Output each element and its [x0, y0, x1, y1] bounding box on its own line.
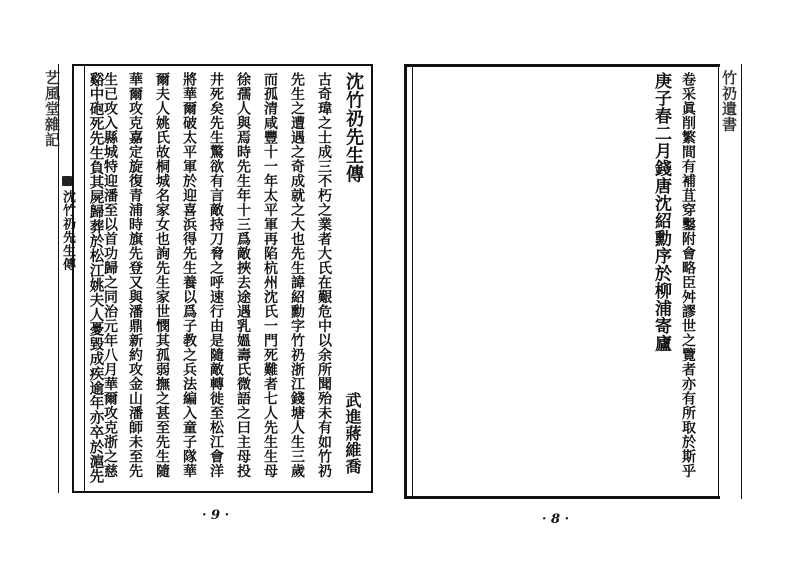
body-column-4: 徐孺人與焉時先生年十三爲敵挾去途遇乳媼壽氏微語之曰主母投	[235, 72, 251, 478]
preface-column-1: 卷采眞削繁間有補苴穿鑿附會略臣舛謬世之覽者亦有所取於斯乎	[680, 72, 696, 478]
right-block-divider-2	[741, 64, 742, 499]
left-center-rule	[84, 64, 85, 493]
right-frame-top	[404, 64, 720, 67]
left-frame-bottom	[72, 491, 372, 493]
body-column-8: 華爾攻克嘉定旋復青浦時旗先登又與潘鼎新約攻金山潘師未至先	[127, 72, 143, 478]
biography-title: 沈竹礽先生傳	[343, 72, 364, 183]
body-column-2: 先生之遭遇之奇成就之大也先生諱紹勳字竹礽浙江錢塘人生三歲	[289, 72, 305, 478]
right-frame-bottom	[404, 496, 720, 499]
right-block-divider	[718, 64, 719, 499]
right-page	[396, 0, 793, 561]
left-page	[0, 0, 396, 561]
right-frame-left	[404, 64, 407, 499]
fishtail-mark	[62, 176, 72, 186]
left-frame-top	[72, 64, 372, 66]
biography-author: 武進蔣維喬	[343, 392, 362, 475]
left-frame-right	[371, 64, 373, 493]
body-column-9: 生已攻入縣城特迎潘至以首功歸之同治元年八月華爾攻克浙之慈	[102, 72, 118, 478]
body-column-10: 谿中砲死先生負其屍歸葬於松江姚夫人憂毀成疾逾年亦卒於滬先	[87, 72, 105, 484]
body-column-5: 井死矣先生驚欲有言敵持刀脅之呼速行由是隨敵轉徙至松江會洋	[208, 72, 224, 478]
page-number-right: · 8 ·	[542, 512, 570, 527]
right-frame-inner	[412, 64, 413, 499]
preface-column-2: 庚子春二月錢唐沈紹勳序於柳浦寄廬	[651, 72, 671, 352]
page-number-left: · 9 ·	[202, 508, 230, 523]
left-frame-left	[72, 64, 74, 493]
body-column-1: 古奇瑋之士成三不朽之業者大氏在艱危中以余所聞殆未有如竹礽	[316, 72, 332, 478]
right-margin-header: 竹礽遺書	[720, 70, 738, 132]
body-column-3: 而孤清咸豐十一年太平軍再陷杭州沈氏一門死難者七人先生生母	[262, 72, 278, 478]
left-margin-label: 沈竹礽先生傳	[60, 190, 75, 271]
body-column-6: 將華爾破太平軍於迎喜浜得先生養以爲子教之兵法編入童子隊華	[181, 72, 197, 478]
body-column-7: 爾夫人姚氏故桐城名家女也詢先生家世憫其孤弱撫之甚至先生隨	[154, 72, 170, 478]
left-margin-header: 艺風堂雜記	[43, 70, 61, 148]
